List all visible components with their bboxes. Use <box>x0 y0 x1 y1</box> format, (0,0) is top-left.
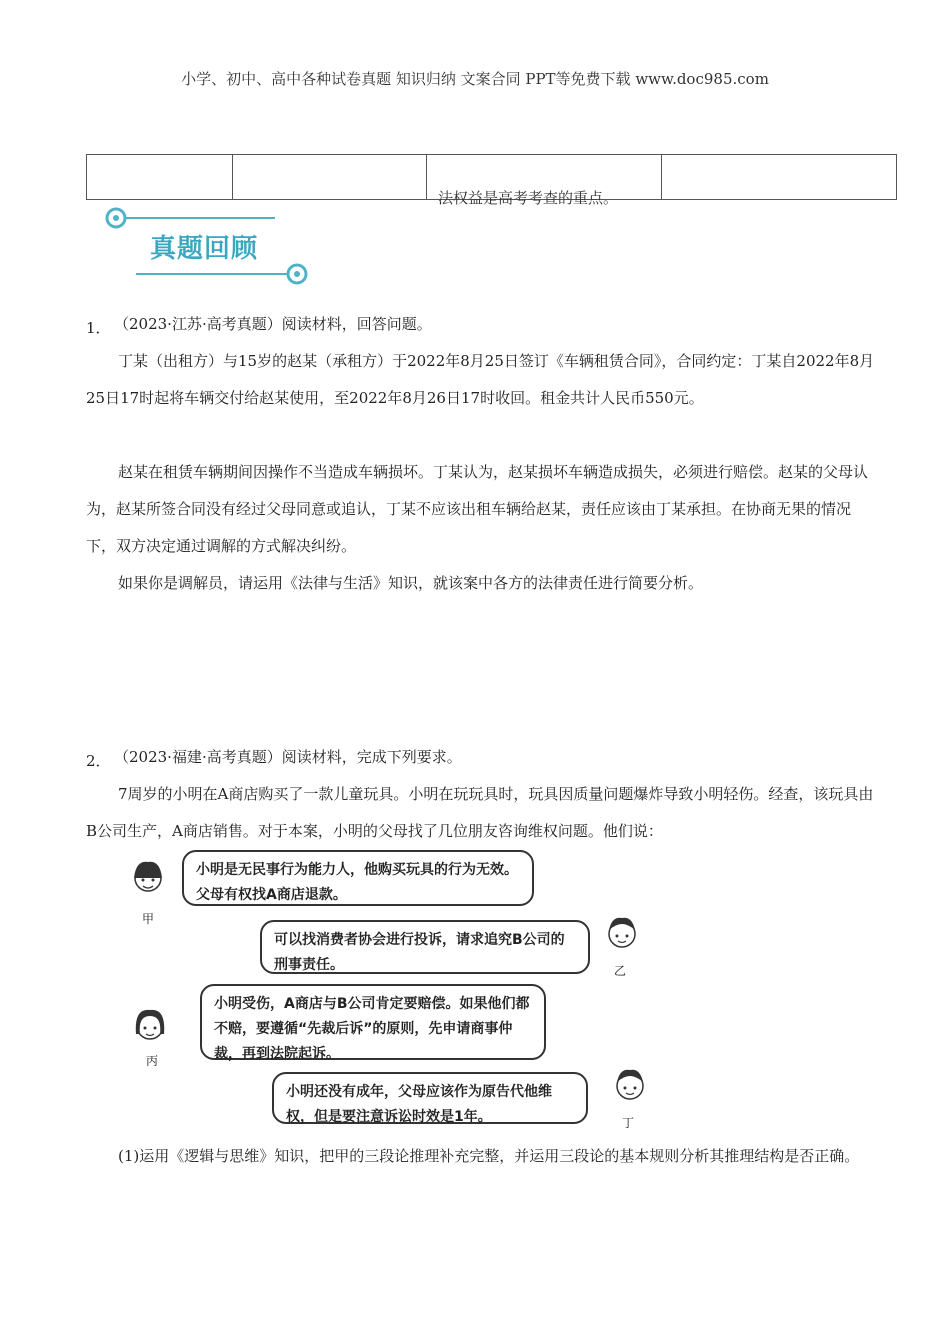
q1-paragraph-2: 赵某在租赁车辆期间因操作不当造成车辆损坏。丁某认为，赵某损坏车辆造成损失，必须进行赔偿。赵某的父母认为，赵某所签合同没有经过父母同意或追认，丁某不应该出租车辆给赵某，责任应该由丁某承担。在协商无果的情况下，双方决定通过调解的方式解决纠纷。 <box>86 463 869 555</box>
comic-dialogue <box>120 848 660 1136</box>
speech-bubble: 可以找消费者协会进行投诉，请求追究B公司的刑事责任。 <box>260 920 590 974</box>
boy-avatar-icon <box>602 910 642 960</box>
q1-number: 1． <box>86 319 111 337</box>
table-fragment-text: 法权益是高考考查的重点。 <box>438 189 619 207</box>
section-banner <box>100 200 315 292</box>
q2-paragraph-1: 7周岁的小明在A商店购买了一款儿童玩具。小明在玩玩具时，玩具因质量问题爆炸导致小明轻伤。经查，该玩具由B公司生产，A商店销售。对于本案，小明的父母找了几位朋友咨询维权问题。他们说： <box>86 785 874 840</box>
speaker-label: 甲 <box>142 912 155 926</box>
q1-paragraph-3: 如果你是调解员，请运用《法律与生活》知识，就该案中各方的法律责任进行简要分析。 <box>118 574 704 592</box>
table-divider <box>661 155 662 199</box>
q2-number: 2． <box>86 752 111 770</box>
page-header: 小学、初中、高中各种试卷真题 知识归纳 文案合同 PPT等免费下载 www.doc985.com <box>181 70 769 88</box>
q2-subquestion-1: (1)运用《逻辑与思维》知识，把甲的三段论推理补充完整，并运用三段论的基本规则分析其推理结构是否正确。 <box>118 1147 860 1165</box>
q1-paragraph-1: 丁某（出租方）与15岁的赵某（承租方）于2022年8月25日签订《车辆租赁合同》，合同约定：丁某自2022年8月25日17时起将车辆交付给赵某使用，至2022年8月26日17时收回。租金共计人民币550元。 <box>86 352 875 407</box>
girl-avatar-icon <box>130 1004 170 1054</box>
q2-source: （2023·福建·高考真题）阅读材料，完成下列要求。 <box>114 748 462 766</box>
speaker-label: 乙 <box>614 964 627 978</box>
speech-bubble: 小明是无民事行为能力人，他购买玩具的行为无效。父母有权找A商店退款。 <box>182 850 534 906</box>
table-divider <box>426 155 427 199</box>
boy-avatar-icon <box>610 1062 650 1112</box>
table-divider <box>232 155 233 199</box>
speaker-label: 丙 <box>146 1054 159 1068</box>
speech-bubble: 小明受伤，A商店与B公司肯定要赔偿。如果他们都不赔，要遵循“先裁后诉”的原则，先申请商事仲裁，再到法院起诉。 <box>200 984 546 1060</box>
girl-avatar-icon <box>128 856 168 906</box>
q1-source: （2023·江苏·高考真题）阅读材料，回答问题。 <box>114 315 432 333</box>
speech-bubble: 小明还没有成年，父母应该作为原告代他维权，但是要注意诉讼时效是1年。 <box>272 1072 588 1124</box>
speaker-label: 丁 <box>622 1116 635 1130</box>
banner-title: 真题回顾 <box>150 234 259 264</box>
